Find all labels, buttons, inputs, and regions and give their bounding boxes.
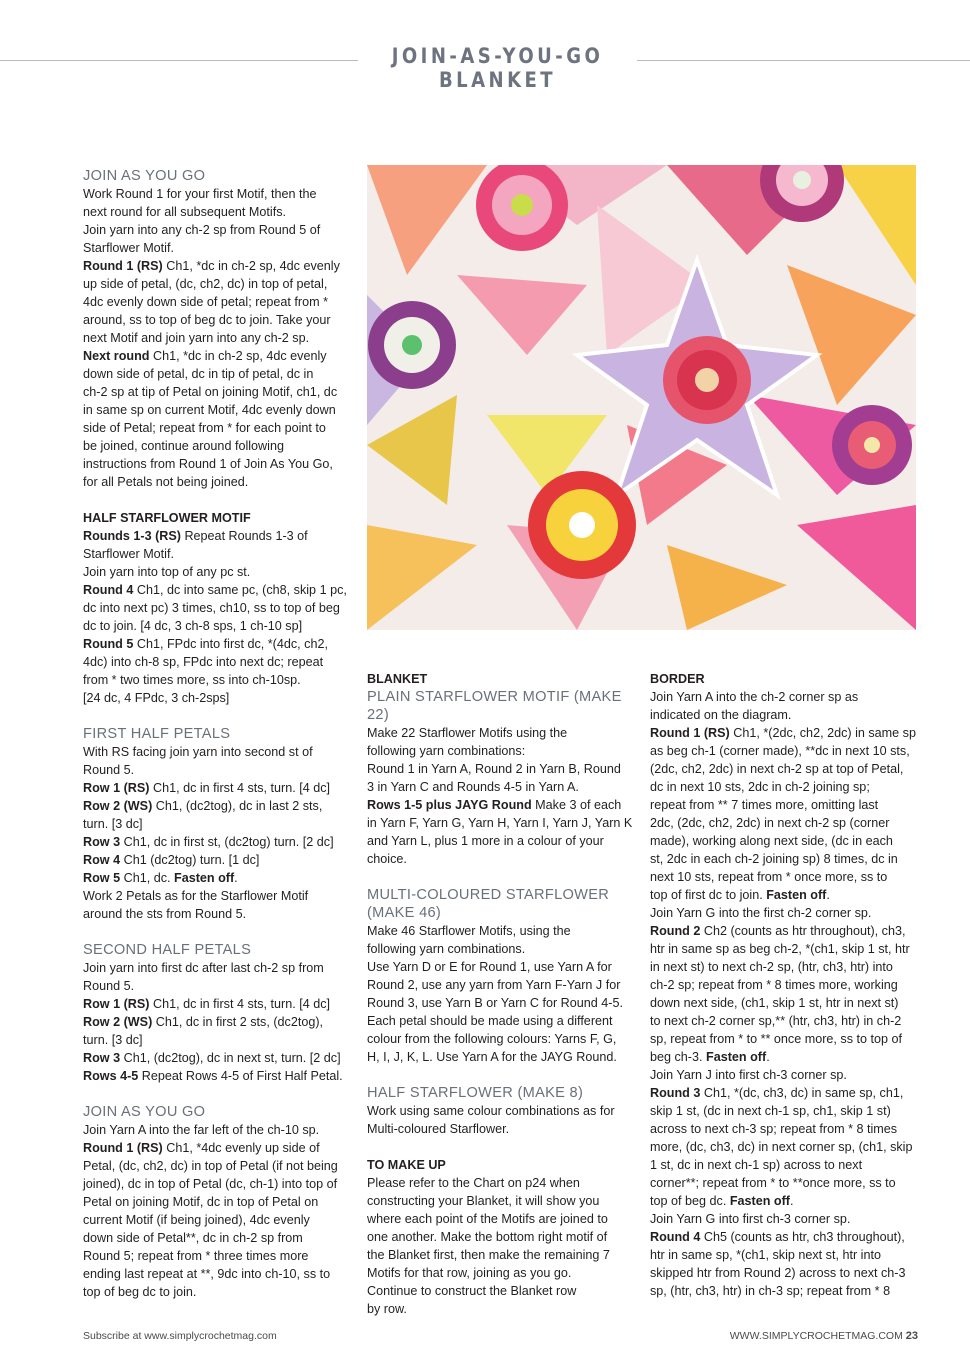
body-line: Each petal should be made using a different [367, 1014, 613, 1028]
body-line: Round 2, use any yarn from Yarn F-Yarn J for [367, 978, 621, 992]
body-line: as beg ch-1 (corner made), **dc in next 10 sts, [650, 744, 910, 758]
body-line: repeat from ** 7 times more, omitting last [650, 798, 879, 812]
body-line: down next side, (ch1, skip 1 st, htr in next st) [650, 996, 899, 1010]
section-title-second-half-petals: SECOND HALF PETALS [83, 942, 252, 958]
body-line: Make 22 Starflower Motifs using the [367, 726, 568, 740]
body-line: next round for all subsequent Motifs. [83, 205, 287, 219]
body-line: Round 5; repeat from * three times more [83, 1249, 309, 1263]
body-line: Join yarn into any ch-2 sp from Round 5 of [83, 223, 321, 237]
row-label: Row 2 (WS) [83, 1015, 153, 1029]
page-header-title: JOIN-AS-YOU-GO BLANKET [391, 44, 604, 92]
body-line: instructions from Round 1 of Join As You Go, [83, 457, 333, 471]
round-label: Round 2 [650, 924, 701, 938]
section-title-first-half-petals: FIRST HALF PETALS [83, 726, 231, 742]
body-line: Join Yarn G into first ch-3 corner sp. [650, 1212, 851, 1226]
body-line: dc to join. [4 dc, 3 ch-8 sps, 1 ch-10 sp] [83, 619, 303, 633]
footer-subscribe-link[interactable]: Subscribe at www.simplycrochetmag.com [83, 1330, 277, 1342]
body-line: Round 1 (RS) Ch1, *4dc evenly up side of [83, 1141, 320, 1155]
section-title-multi-coloured-count: (MAKE 46) [367, 905, 442, 921]
body-line: Work using same colour combinations as for [367, 1104, 615, 1118]
body-line: Round 1 in Yarn A, Round 2 in Yarn B, Round [367, 762, 621, 776]
body-line: following yarn combinations: [367, 744, 526, 758]
body-line: across to next ch-3 sp; repeat from * 8 times [650, 1122, 898, 1136]
body-line: Row 3 Ch1, dc in first st, (dc2tog) turn. [2 dc] [83, 835, 334, 849]
body-line: around, ss to top of beg dc to join. Take your [83, 313, 331, 327]
body-line: Starflower Motif. [83, 241, 174, 255]
body-line: 3 in Yarn C and Rounds 4-5 in Yarn A. [367, 780, 579, 794]
body-line: Join Yarn G into the first ch-2 corner sp. [650, 906, 872, 920]
body-line: turn. [3 dc] [83, 817, 143, 831]
body-line: H, I, J, K, L. Use Yarn A for the JAYG Round. [367, 1050, 617, 1064]
row-label: Rows 4-5 [83, 1069, 139, 1083]
body-line: joined), dc in top of Petal (dc, ch-1) into top of [83, 1177, 338, 1191]
header-rule-left [0, 60, 358, 61]
body-line: Round 2 Ch2 (counts as htr throughout), ch3, [650, 924, 906, 938]
body-line: for all Petals not being joined. [83, 475, 249, 489]
round-label: Round 5 [83, 637, 134, 651]
body-line: ch-2 sp at tip of Petal on joining Motif, ch1, dc [83, 385, 338, 399]
body-line: Rows 4-5 Repeat Rows 4-5 of First Half Petal. [83, 1069, 343, 1083]
body-line: Round 1 (RS) Ch1, *dc in ch-2 sp, 4dc evenly [83, 259, 340, 273]
body-line: following yarn combinations. [367, 942, 526, 956]
body-line: and Yarn L, plus 1 more in a colour of your [367, 834, 604, 848]
section-title-half-starflower-motif: HALF STARFLOWER MOTIF [83, 511, 251, 525]
body-line: Petal, (dc, ch2, dc) in top of Petal (if not being [83, 1159, 338, 1173]
footer-website-url[interactable]: WWW.SIMPLYCROCHETMAG.COM [729, 1330, 903, 1342]
body-line: Row 1 (RS) Ch1, dc in first 4 sts, turn. [4 dc] [83, 781, 331, 795]
body-line: indicated on the diagram. [650, 708, 792, 722]
row-label: Row 4 [83, 853, 121, 867]
body-line: from * two times more, ss into ch-10sp. [83, 673, 301, 687]
left-column [83, 167, 361, 1301]
body-line: by row. [367, 1302, 407, 1316]
right-column [650, 670, 922, 1300]
body-line: in same sp on current Motif, 4dc evenly down [83, 403, 336, 417]
body-line: Join yarn into first dc after last ch-2 sp from [83, 961, 324, 975]
round-label: Round 1 (RS) [83, 1141, 163, 1155]
body-line: turn. [3 dc] [83, 1033, 143, 1047]
row-label: Row 5 [83, 871, 121, 885]
body-line: dc into next pc) 3 times, ch10, ss to top of beg [83, 601, 340, 615]
body-line: colour from the following colours: Yarns F, G, [367, 1032, 617, 1046]
body-line: ending last repeat at **, 9dc into ch-10, ss to [83, 1267, 331, 1281]
section-title-blanket: BLANKET [367, 672, 428, 686]
round-label: Rounds 1-3 (RS) [83, 529, 181, 543]
section-title-to-make-up: TO MAKE UP [367, 1158, 446, 1172]
row-label: Row 2 (WS) [83, 799, 153, 813]
body-line: Work Round 1 for your first Motif, then the [83, 187, 317, 201]
section-title-plain-starflower: PLAIN STARFLOWER MOTIF (MAKE 22) [367, 689, 622, 723]
section-title-join-as-you-go: JOIN AS YOU GO [83, 168, 206, 184]
body-line: 1 st, dc in next ch-1 sp) across to next [650, 1158, 863, 1172]
body-line: down side of Petal**, dc in ch-2 sp from [83, 1231, 303, 1245]
body-line: in Yarn F, Yarn G, Yarn H, Yarn I, Yarn J, Yarn K [367, 816, 633, 830]
page-number: 23 [905, 1330, 918, 1342]
body-line: more, (dc, ch3, dc) in next corner sp, (ch1, skip [650, 1140, 913, 1154]
body-line: Round 3 Ch1, *(dc, ch3, dc) in same sp, ch1, [650, 1086, 904, 1100]
body-line: made), working along next side, (dc in each [650, 834, 893, 848]
body-line: sp, repeat from * to ** once more, ss to top of [650, 1032, 902, 1046]
body-line: to next ch-2 corner sp,** (htr, ch3, htr) in ch-2 [650, 1014, 902, 1028]
body-line: next 10 sts, repeat from * once more, ss to [650, 870, 888, 884]
body-line: Join Yarn A into the ch-2 corner sp as [650, 690, 859, 704]
body-line: Join yarn into top of any pc st. [83, 565, 251, 579]
rows-label: Rows 1-5 plus JAYG Round [367, 798, 532, 812]
body-line: Rows 1-5 plus JAYG Round Make 3 of each [367, 798, 622, 812]
section-title-half-starflower: HALF STARFLOWER (MAKE 8) [367, 1085, 584, 1101]
body-line: 2dc, (2dc, ch2, 2dc) in next ch-2 sp (corner [650, 816, 890, 830]
body-line: one another. Make the bottom right motif of [367, 1230, 608, 1244]
body-line: Join Yarn J into first ch-3 corner sp. [650, 1068, 847, 1082]
body-line: next Motif and join yarn into any ch-2 sp. [83, 331, 310, 345]
body-line: skipped htr from Round 2) across to next ch-3 [650, 1266, 906, 1280]
body-line: With RS facing join yarn into second st of [83, 745, 313, 759]
body-line: Multi-coloured Starflower. [367, 1122, 510, 1136]
body-line: Use Yarn D or E for Round 1, use Yarn A for [367, 960, 612, 974]
body-line: Please refer to the Chart on p24 when [367, 1176, 580, 1190]
section-title-multi-coloured: MULTI-COLOURED STARFLOWER [367, 887, 610, 903]
body-line: Row 2 (WS) Ch1, dc in first 2 sts, (dc2tog), [83, 1015, 324, 1029]
body-line: Row 3 Ch1, (dc2tog), dc in next st, turn. [2 dc] [83, 1051, 341, 1065]
body-line: Round 5 Ch1, FPdc into first dc, *(4dc, ch2, [83, 637, 328, 651]
body-line: Round 1 (RS) Ch1, *(2dc, ch2, 2dc) in same sp [650, 726, 916, 740]
body-line: (2dc, ch2, 2dc) in next ch-2 sp at top of Petal, [650, 762, 904, 776]
body-line: Join Yarn A into the far left of the ch-10 sp. [83, 1123, 320, 1137]
body-line: beg ch-3. Fasten off. [650, 1050, 770, 1064]
body-line: Continue to construct the Blanket row [367, 1284, 577, 1298]
body-line: Starflower Motif. [83, 547, 174, 561]
body-line: dc in next 10 sts, 2dc in ch-2 joining sp; [650, 780, 870, 794]
round-label: Round 4 [83, 583, 134, 597]
body-line: top of first dc to join. Fasten off. [650, 888, 830, 902]
row-label: Row 1 (RS) [83, 781, 150, 795]
body-line: Row 1 (RS) Ch1, dc in first 4 sts, turn. [4 dc] [83, 997, 331, 1011]
row-label: Row 3 [83, 835, 121, 849]
round-label: Round 4 [650, 1230, 701, 1244]
body-line: down side of petal, dc in tip of petal, dc in [83, 367, 314, 381]
round-label: Round 1 (RS) [650, 726, 730, 740]
row-label: Row 3 [83, 1051, 121, 1065]
body-line: Round 4 Ch5 (counts as htr, ch3 throughout), [650, 1230, 905, 1244]
body-line: sp, (htr, ch3, htr) in ch-3 sp; repeat from * 8 [650, 1284, 891, 1298]
body-line: 4dc evenly down side of petal; repeat from * [83, 295, 329, 309]
body-line: choice. [367, 852, 407, 866]
body-line: htr in same sp, *(ch1, skip next st, htr into [650, 1248, 881, 1262]
body-line: ch-2 sp; repeat from * 8 times more, working [650, 978, 898, 992]
body-line: st, 2dc in each ch-2 joining sp) 8 times, dc in [650, 852, 898, 866]
body-line: Work 2 Petals as for the Starflower Motif [83, 889, 309, 903]
body-line: Round 4 Ch1, dc into same pc, (ch8, skip 1 pc, [83, 583, 347, 597]
body-line: Row 2 (WS) Ch1, (dc2tog), dc in last 2 sts, [83, 799, 323, 813]
body-line: Rounds 1-3 (RS) Repeat Rounds 1-3 of [83, 529, 308, 543]
body-line: be joined, continue around following [83, 439, 284, 453]
header-rule-right [637, 60, 970, 61]
body-line: Round 5. [83, 979, 135, 993]
body-line: 4dc) into ch-8 sp, FPdc into next dc; repeat [83, 655, 324, 669]
row-label: Row 1 (RS) [83, 997, 150, 1011]
body-line: Row 4 Ch1 (dc2tog) turn. [1 dc] [83, 853, 260, 867]
body-line: skip 1 st, (dc in next ch-1 sp, ch1, skip 1 st) [650, 1104, 891, 1118]
section-title-join-as-you-go-2: JOIN AS YOU GO [83, 1104, 206, 1120]
section-title-border: BORDER [650, 672, 705, 686]
body-line: corner**; repeat from * to **once more, ss to [650, 1176, 896, 1190]
body-line: current Motif (if being joined), 4dc evenly [83, 1213, 310, 1227]
body-line: up side of petal, (dc, ch2, dc) in top of petal, [83, 277, 328, 291]
body-line: top of beg dc to join. [83, 1285, 197, 1299]
body-line: Round 3, use Yarn B or Yarn C for Round 4-5. [367, 996, 623, 1010]
body-line: top of beg dc. Fasten off. [650, 1194, 794, 1208]
round-label: Next round [83, 349, 150, 363]
body-line: Motifs for that row, joining as you go. [367, 1266, 572, 1280]
body-line: Round 5. [83, 763, 135, 777]
body-line: where each point of the Motifs are joined to [367, 1212, 608, 1226]
body-line: the Blanket first, then make the remaining 7 [367, 1248, 610, 1262]
body-line: Next round Ch1, *dc in ch-2 sp, 4dc evenly [83, 349, 327, 363]
body-line: in next st) to next ch-2 sp, (htr, ch3, htr) into [650, 960, 893, 974]
body-line: constructing your Blanket, it will show you [367, 1194, 600, 1208]
blanket-photo [367, 165, 916, 630]
middle-column [367, 670, 635, 1318]
footer-website [730, 1330, 918, 1342]
body-line: Petal on joining Motif, dc in top of Petal on [83, 1195, 319, 1209]
body-line: Row 5 Ch1, dc. Fasten off. [83, 871, 238, 885]
body-line: [24 dc, 4 FPdc, 3 ch-2sps] [83, 691, 230, 705]
body-line: htr in same sp as beg ch-2, *(ch1, skip 1 st, htr [650, 942, 910, 956]
round-label: Round 1 (RS) [83, 259, 163, 273]
body-line: side of Petal; repeat from * for each point to [83, 421, 326, 435]
body-line: around the sts from Round 5. [83, 907, 247, 921]
round-label: Round 3 [650, 1086, 701, 1100]
body-line: Make 46 Starflower Motifs, using the [367, 924, 571, 938]
